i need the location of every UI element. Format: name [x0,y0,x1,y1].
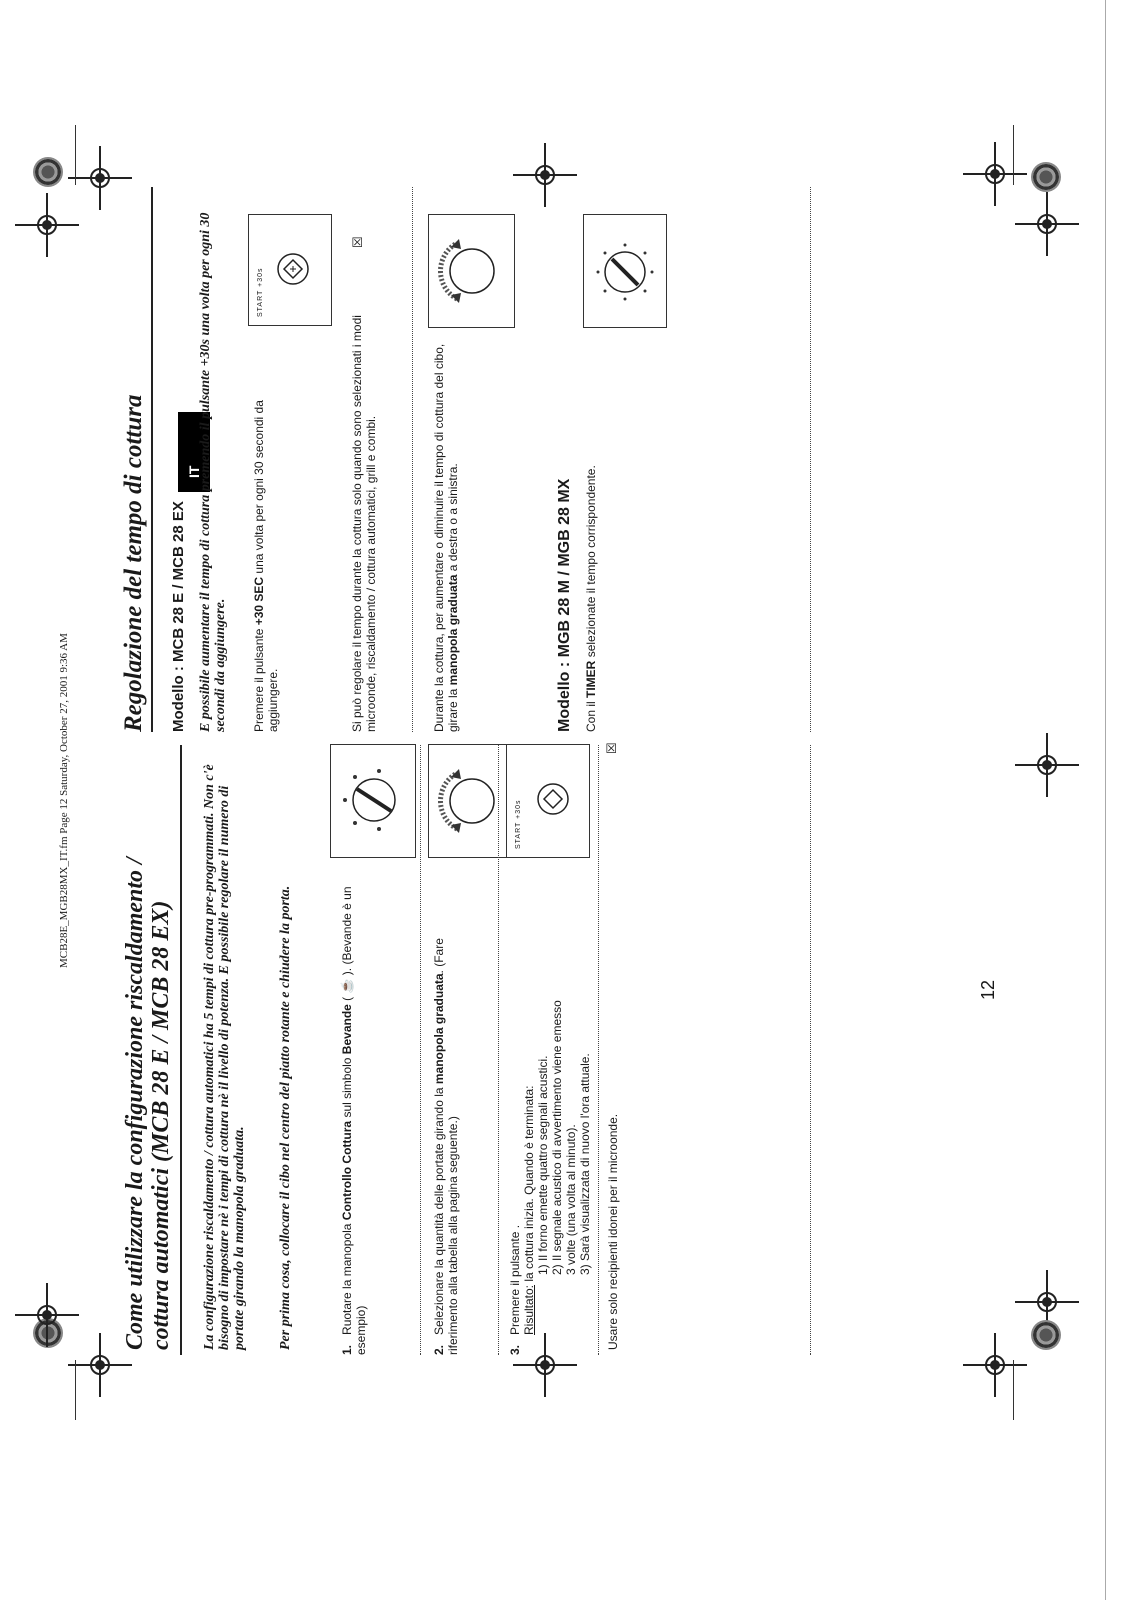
text: Ruotare la manopola [340,1220,354,1335]
file-header: MCB28E_MGB28MX_IT.fm Page 12 Saturday, October 27, 2001 9:36 AM [58,633,70,968]
left-title-rule [151,187,153,732]
left-title: Regolazione del tempo di cottura [120,394,147,732]
note-text-1: Si può regolare il tempo durante la cottura solo quando sono selezionati i modi microonde, riscaldamento / cottura automatici, grill e combi. [350,315,378,732]
right-intro: La configurazione riscaldamento / cottura automatici ha 5 tempi di cottura pre-programmati. Non c'è bisogno di impostare nè i tempi di cottura nè il livello di potenza. E possibile regolare il numero di portate girando la manopola graduata. [202,764,247,1350]
start-button-figure-2 [506,744,590,858]
sub-item: 3) Sarà visualizzata di nuovo l'ora attuale. [578,1053,592,1275]
text: ( ☕ ). (Bevande è un esempio) [340,886,368,1355]
text: selezionate il tempo corrispondente. [584,465,598,661]
separator [598,745,599,1355]
start-button-figure [248,214,332,326]
note-icon: ☒ [350,236,365,248]
rotate-arrow-icon [437,229,507,313]
step-start-text [252,342,280,732]
sub-item: 2) Il segnale acustico di avvertimento viene emesso 3 volte (una volta al minuto). [550,1000,578,1275]
text-bold: manopola graduata [432,973,446,1085]
text-bold: +30 SEC [252,576,266,626]
text: a destra o a sinistra. [446,463,460,575]
text-bold: TIMER [584,660,598,698]
step-number: 3. [508,1344,522,1355]
text: Premere il pulsante . [508,1224,522,1335]
separator [498,745,499,1355]
right-title-line1: Come utilizzare la configurazione riscaldamento / [122,857,148,1350]
text-bold: Bevande [340,1004,354,1055]
left-intro [198,212,228,732]
result-line [522,875,536,1355]
timer-dial-figure [583,214,667,328]
text: Selezionare la quantità delle portate girando la [432,1084,446,1335]
sub-item: 1) Il forno emette quattro segnali acustici. [536,1055,550,1275]
rotate-arrow-icon [437,759,507,843]
result-text: la cottura inizia. Quando è terminata: [522,1085,536,1282]
separator [810,187,811,732]
step-number: 1. [340,1344,354,1355]
start-button-label: START +30s [515,799,522,849]
step-timer-text [584,342,598,732]
step-number: 2. [432,1344,446,1355]
result-label: Risultato: [522,1284,536,1335]
right-title-line2: cottura automatici (MCB 28 E / MCB 28 EX) [148,900,174,1350]
dial-figure [428,214,515,328]
right-title [122,750,174,1350]
dial-icon [592,239,658,305]
right-title-rule [180,745,182,1355]
note-icon: ☒ [604,742,619,754]
separator [420,745,421,1355]
left-intro-text: E possibile aumentare il tempo di cottura premendo il pulsante +30s una volta per ogni 30 secondi da aggiungere. [198,212,228,732]
start-diamond-icon [535,781,571,817]
step-3 [508,875,592,1355]
step-2 [432,885,460,1355]
model-heading-2: Modello : MGB 28 M / MGB 28 MX [556,478,573,732]
text: una volta per ogni 30 secondi da aggiungere. [252,400,280,732]
text-bold: Controllo Cottura [340,1120,354,1221]
right-intro-2: Per prima cosa, collocare il cibo nel centro del piatto rotante e chiudere la porta. [278,885,293,1350]
start-diamond-icon [275,251,311,287]
text: . (Fare riferimento alla tabella alla pagina seguente.) [432,938,460,1355]
right-note: Usare solo recipienti idonei per il microonde. [606,1113,620,1350]
separator [810,745,811,1355]
step-1 [340,885,368,1355]
page-number: 12 [978,979,998,1000]
graduated-dial-figure [428,744,514,858]
separator [412,187,413,732]
start-button-label: START +30s [257,267,264,317]
model-heading-1: Modello : MCB 28 E / MCB 28 EX [170,501,187,732]
language-tab: IT [178,412,210,492]
step-dial-text [432,342,460,732]
text: Con il [584,697,598,732]
cook-control-dial-figure [330,744,416,858]
text: sul simbolo [340,1054,354,1121]
text: Premere il pulsante [252,625,266,732]
text-bold: manopola graduata [446,574,460,686]
dial-icon [339,765,409,835]
text: Durante la cottura, per aumentare o diminuire il tempo di cottura del cibo, girare la [432,343,460,732]
